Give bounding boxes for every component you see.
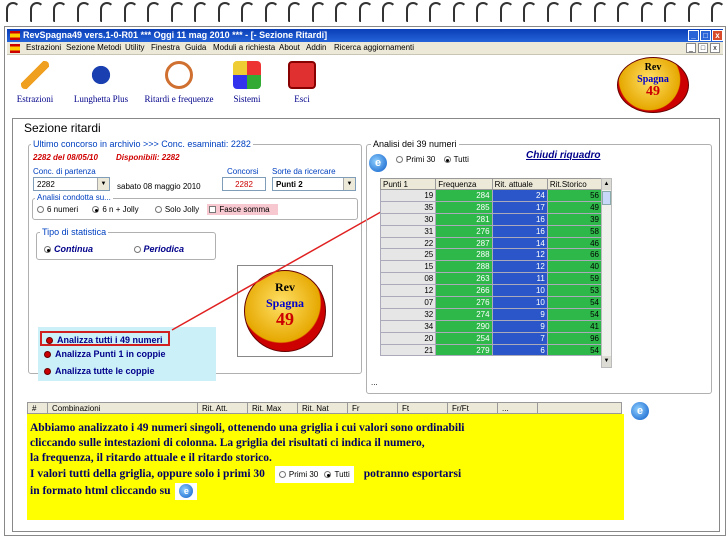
menu-moduli[interactable]: Moduli a richiesta <box>213 43 276 52</box>
toolbar-label: Estrazioni <box>16 94 54 104</box>
table-cell: 24 <box>492 190 547 202</box>
menu-estrazioni[interactable]: Estrazioni <box>26 43 62 52</box>
table-row[interactable] <box>381 225 602 237</box>
table-cell: 49 <box>547 201 601 213</box>
concorsi-label: Concorsi <box>227 167 259 176</box>
table-row[interactable] <box>381 213 602 225</box>
note-text: I valori tutti della griglia, oppure solo i primi 30 <box>30 468 265 481</box>
table-cell: 08 <box>381 273 436 285</box>
results-filter <box>396 155 469 164</box>
check-label: Fasce somma <box>219 205 270 214</box>
radio-label: Continua <box>54 244 93 254</box>
bottom-grid-header <box>27 402 622 414</box>
table-row[interactable] <box>381 308 602 320</box>
chevron-down-icon[interactable]: ▼ <box>343 178 355 190</box>
export-html-icon-2[interactable]: e <box>631 402 649 420</box>
radio-tutti[interactable] <box>444 155 469 164</box>
note-text: potranno esportarsi <box>363 468 462 481</box>
radio-label: Primi 30 <box>406 155 436 164</box>
note-line: Abbiamo analizzato i 49 numeri singoli, ottenendo una griglia i cui valori sono ordinabili <box>30 422 465 434</box>
table-cell: 12 <box>492 249 547 261</box>
export-html-icon[interactable]: e <box>369 154 387 172</box>
start-value: 2282 <box>37 180 55 189</box>
table-row[interactable] <box>381 285 602 297</box>
sorte-value: Punti 2 <box>276 180 303 189</box>
table-cell: 41 <box>547 320 601 332</box>
table-cell: 31 <box>381 225 436 237</box>
table-row[interactable] <box>381 320 602 332</box>
table-row[interactable] <box>381 297 602 309</box>
archive-date: 2282 del 08/05/10 <box>33 153 98 162</box>
scroll-down-icon[interactable]: ▼ <box>602 356 611 367</box>
toolbar-label: Ritardi e frequenze <box>144 94 214 104</box>
note-radio-label: Tutti <box>334 470 350 479</box>
bottom-col-header[interactable]: Fr/Ft <box>448 403 498 414</box>
table-cell: 16 <box>492 225 547 237</box>
table-cell: 263 <box>436 273 492 285</box>
logo-text-num: 49 <box>646 84 660 99</box>
analysis-legend: Analisi condotta su... <box>37 193 111 202</box>
table-cell: 54 <box>547 297 601 309</box>
menu-sezione-metodi[interactable]: Sezione Metodi <box>66 43 122 52</box>
logo-text-mid: Spagna <box>637 74 669 85</box>
table-row[interactable] <box>381 261 602 273</box>
note-line: cliccando sulle intestazioni di colonna. La griglia dei risultati ci indica il numero, <box>30 437 425 449</box>
table-cell: 10 <box>492 297 547 309</box>
archive-legend: Ultimo concorso in archivio >>> Conc. esaminati: 2282 <box>33 139 251 149</box>
table-cell: 59 <box>547 273 601 285</box>
bottom-col-header[interactable]: Rit. Att. <box>198 403 248 414</box>
results-legend: Analisi dei 39 numeri <box>373 139 457 149</box>
col-punti1[interactable]: Punti 1 <box>381 179 436 190</box>
table-row[interactable] <box>381 344 602 356</box>
table-cell: 19 <box>381 190 436 202</box>
mdi-close-button[interactable]: x <box>710 43 720 53</box>
table-cell: 288 <box>436 249 492 261</box>
table-cell: 16 <box>492 213 547 225</box>
window-title: RevSpagna49 vers.1-0-R01 *** Oggi 11 mag 2010 *** - [- Sezione Ritardi] <box>23 30 328 40</box>
col-rit-storico[interactable]: Rit.Storico <box>547 179 601 190</box>
concorsi-value: 2282 <box>235 180 253 189</box>
table-cell: 284 <box>436 190 492 202</box>
table-cell: 34 <box>381 320 436 332</box>
table-cell: 7 <box>492 332 547 344</box>
minimize-button[interactable]: _ <box>688 30 699 41</box>
results-grid <box>380 178 602 356</box>
bottom-col-header[interactable]: # <box>28 403 48 414</box>
results-grid-body <box>381 190 602 356</box>
col-rit-attuale[interactable]: Rit. attuale <box>492 179 547 190</box>
menu-utility[interactable]: Utility <box>125 43 145 52</box>
table-cell: 58 <box>547 225 601 237</box>
toolbar-label: Sistemi <box>233 94 261 104</box>
logo-text-mid: Spagna <box>265 296 305 310</box>
table-cell: 32 <box>381 308 436 320</box>
table-row[interactable] <box>381 190 602 202</box>
table-cell: 40 <box>547 261 601 273</box>
bottom-col-header[interactable]: Ft <box>398 403 448 414</box>
table-row[interactable] <box>381 237 602 249</box>
results-ellipsis: ... <box>371 378 378 387</box>
chiudi-riquadro-link[interactable]: Chiudi riquadro <box>526 150 601 161</box>
radio-label: 6 numeri <box>47 205 79 214</box>
table-cell: 10 <box>492 285 547 297</box>
menu-finestra[interactable]: Finestra <box>151 43 180 52</box>
action-label: Analizza tutti i 49 numeri <box>57 335 163 345</box>
table-row[interactable] <box>381 201 602 213</box>
toolbar-label: Esci <box>294 94 310 104</box>
scroll-up-icon[interactable]: ▲ <box>602 179 611 190</box>
radio-label: Tutti <box>453 155 469 164</box>
start-date: sabato 08 maggio 2010 <box>117 182 201 191</box>
note-text: in formato html cliccando su <box>30 485 171 498</box>
table-cell: 279 <box>436 344 492 356</box>
table-cell: 281 <box>436 213 492 225</box>
table-row[interactable] <box>381 273 602 285</box>
col-frequenza[interactable]: Frequenza <box>436 179 492 190</box>
table-cell: 53 <box>547 285 601 297</box>
table-cell: 274 <box>436 308 492 320</box>
grid-scrollbar[interactable] <box>601 178 612 368</box>
table-row[interactable] <box>381 249 602 261</box>
table-cell: 11 <box>492 273 547 285</box>
bottom-col-header[interactable]: Rit. Max <box>248 403 298 414</box>
maximize-button[interactable]: □ <box>700 30 711 41</box>
note-radio-group <box>275 466 354 483</box>
close-button[interactable]: x <box>712 30 723 41</box>
table-cell: 22 <box>381 237 436 249</box>
mdi-restore-button[interactable]: □ <box>698 43 708 53</box>
table-cell: 46 <box>547 237 601 249</box>
table-cell: 9 <box>492 308 547 320</box>
table-cell: 12 <box>381 285 436 297</box>
toolbar-label: Lunghetta Plus <box>73 94 129 104</box>
table-cell: 20 <box>381 332 436 344</box>
bottom-col-header[interactable]: Combinazioni <box>48 403 198 414</box>
table-cell: 9 <box>492 320 547 332</box>
table-cell: 266 <box>436 285 492 297</box>
table-cell: 14 <box>492 237 547 249</box>
table-cell: 54 <box>547 344 601 356</box>
archive-available: Disponibili: 2282 <box>116 153 180 162</box>
table-cell: 30 <box>381 213 436 225</box>
note-line: la frequenza, il ritardo attuale e il ritardo storico. <box>30 452 272 464</box>
radio-label: Solo Jolly <box>164 205 200 214</box>
radio-label: Periodica <box>143 244 185 254</box>
note-line <box>30 466 621 483</box>
section-title: Sezione ritardi <box>21 121 104 135</box>
menu-addin[interactable]: Addin <box>306 43 327 52</box>
note-export-box <box>175 483 197 500</box>
table-cell: 276 <box>436 225 492 237</box>
table-cell: 276 <box>436 297 492 309</box>
logo-text-top: Rev <box>644 62 662 73</box>
menu-guida[interactable]: Guida <box>185 43 207 52</box>
table-cell: 290 <box>436 320 492 332</box>
table-cell: 07 <box>381 297 436 309</box>
logo-text-num: 49 <box>276 309 294 329</box>
export-html-icon: e <box>179 484 193 498</box>
table-cell: 35 <box>381 201 436 213</box>
action-label: Analizza tutte le coppie <box>55 366 155 376</box>
table-cell: 25 <box>381 249 436 261</box>
mdi-minimize-button[interactable]: _ <box>686 43 696 53</box>
explanation-note <box>27 414 624 520</box>
start-label: Conc. di partenza <box>33 167 96 176</box>
menu-about[interactable]: About <box>279 43 300 52</box>
bottom-col-header[interactable]: ... <box>498 403 538 414</box>
note-line <box>30 483 621 500</box>
note-radio-label: Primi 30 <box>288 470 319 479</box>
table-cell: 39 <box>547 213 601 225</box>
logo-text-top: Rev <box>275 280 295 294</box>
table-cell: 287 <box>436 237 492 249</box>
bottom-col-header[interactable]: Rit. Nat <box>298 403 348 414</box>
table-cell: 285 <box>436 201 492 213</box>
chevron-down-icon[interactable]: ▼ <box>97 178 109 190</box>
bottom-col-header[interactable]: Fr <box>348 403 398 414</box>
menu-ricerca-aggiornamenti[interactable]: Ricerca aggiornamenti <box>334 43 415 52</box>
table-cell: 288 <box>436 261 492 273</box>
radio-label: 6 n + Jolly <box>102 205 139 214</box>
table-cell: 17 <box>492 201 547 213</box>
table-cell: 6 <box>492 344 547 356</box>
table-cell: 12 <box>492 261 547 273</box>
table-cell: 54 <box>547 308 601 320</box>
table-cell: 66 <box>547 249 601 261</box>
table-row[interactable] <box>381 332 602 344</box>
table-cell: 15 <box>381 261 436 273</box>
table-cell: 21 <box>381 344 436 356</box>
table-cell: 96 <box>547 332 601 344</box>
table-cell: 254 <box>436 332 492 344</box>
sorte-label: Sorte da ricercare <box>272 167 336 176</box>
table-cell: 56 <box>547 190 601 202</box>
action-label: Analizza Punti 1 in coppie <box>55 349 166 359</box>
stat-legend: Tipo di statistica <box>42 227 107 237</box>
radio-primi30[interactable] <box>396 155 435 164</box>
scroll-thumb[interactable] <box>602 191 611 205</box>
